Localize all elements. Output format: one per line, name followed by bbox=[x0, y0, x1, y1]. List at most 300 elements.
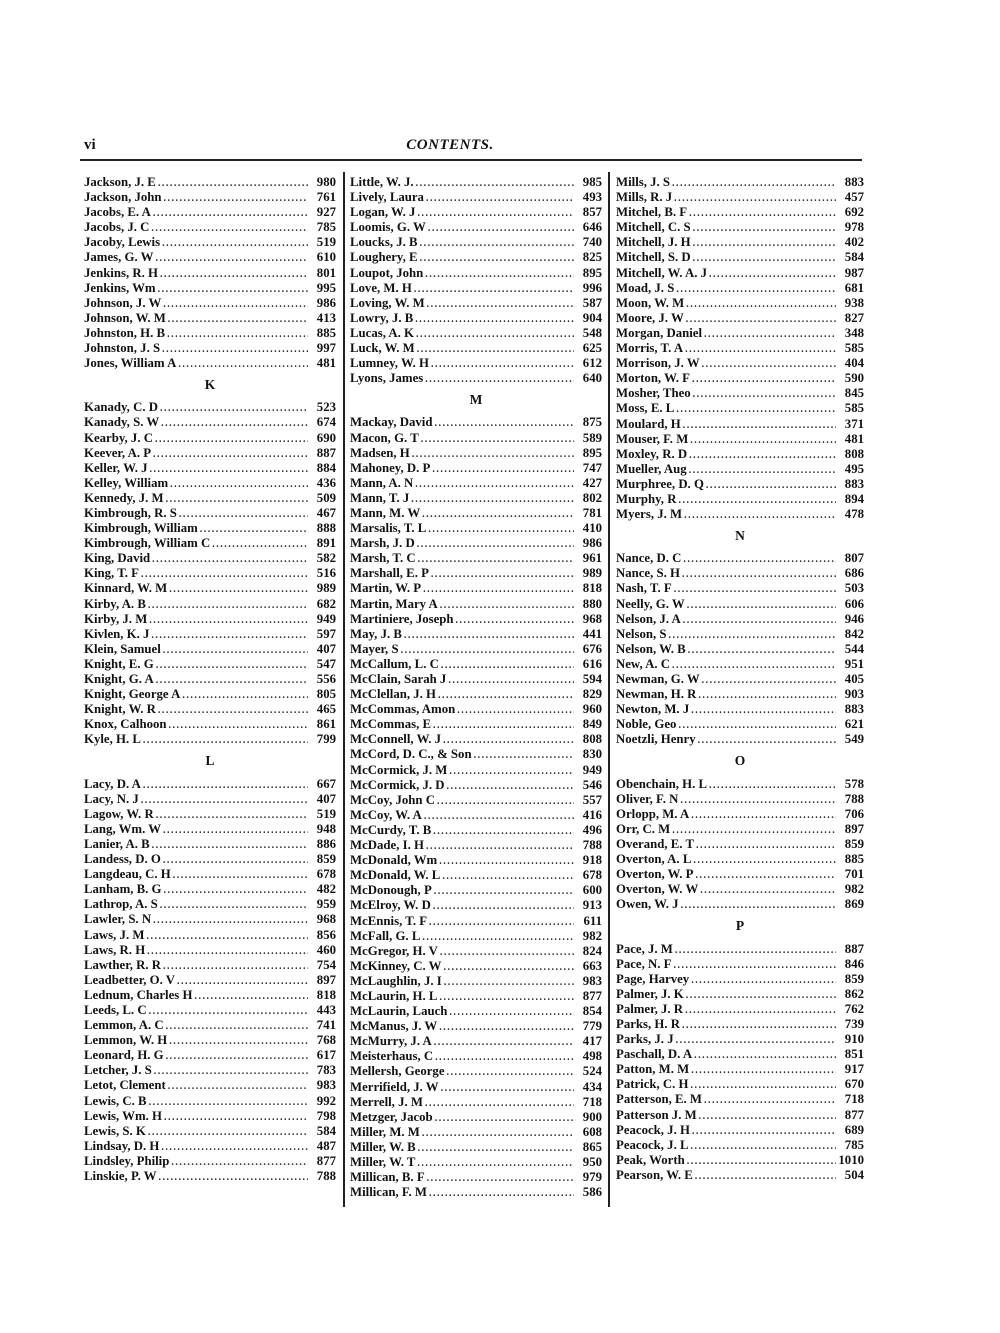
entry-name: Overton, A. L bbox=[616, 852, 692, 867]
index-entry bbox=[350, 808, 602, 823]
index-entry bbox=[84, 1018, 336, 1033]
entry-page-number: 859 bbox=[844, 971, 864, 986]
entry-name: Page, Harvey bbox=[616, 971, 690, 986]
entry-name: Lawler, S. N bbox=[84, 912, 152, 927]
entry-page-number: 407 bbox=[316, 641, 336, 656]
dot-leader bbox=[689, 1078, 836, 1092]
entry-name: Lacy, N. J bbox=[84, 791, 139, 806]
entry-name: Loving, W. M bbox=[350, 295, 425, 310]
entry-page-number: 895 bbox=[582, 265, 602, 280]
dot-leader bbox=[167, 1034, 308, 1048]
section-heading: M bbox=[469, 392, 483, 408]
entry-name: Loupot, John bbox=[350, 265, 424, 280]
entry-name: Jacobs, E. A bbox=[84, 205, 151, 220]
entry-page-number: 640 bbox=[582, 371, 602, 386]
entry-name: Mann, M. W bbox=[350, 505, 421, 520]
entry-page-number: 883 bbox=[844, 476, 864, 491]
dot-leader bbox=[169, 1155, 308, 1169]
dot-leader bbox=[420, 930, 574, 944]
entry-page-number: 747 bbox=[582, 460, 602, 475]
index-entry bbox=[350, 1155, 602, 1170]
entry-name: Linskie, P. W bbox=[84, 1169, 157, 1183]
entry-page-number: 946 bbox=[844, 611, 864, 626]
index-entry bbox=[84, 597, 336, 612]
entry-page-number: 498 bbox=[582, 1049, 602, 1064]
entry-page-number: 900 bbox=[582, 1109, 602, 1124]
index-entry bbox=[84, 356, 336, 371]
dot-leader bbox=[426, 221, 574, 235]
dot-leader bbox=[472, 748, 574, 762]
entry-name: McLaurin, Lauch bbox=[350, 1004, 448, 1019]
dot-leader bbox=[198, 522, 308, 536]
entry-name: Kanady, C. D bbox=[84, 400, 158, 415]
dot-leader bbox=[158, 898, 308, 912]
index-entry bbox=[616, 897, 864, 912]
entry-page-number: 805 bbox=[316, 687, 336, 702]
index-entry bbox=[616, 777, 864, 792]
index-entry bbox=[84, 807, 336, 822]
entry-page-number: 978 bbox=[844, 220, 864, 235]
entry-page-number: 995 bbox=[316, 280, 336, 295]
entry-name: McConnell, W. J bbox=[350, 732, 442, 747]
entry-name: Patterson, E. M bbox=[616, 1092, 703, 1107]
index-entry bbox=[616, 1123, 864, 1138]
entry-name: Nelson, S bbox=[616, 626, 667, 641]
index-entry bbox=[350, 898, 602, 913]
entry-page-number: 427 bbox=[582, 475, 602, 490]
section-heading: N bbox=[735, 528, 745, 544]
entry-page-number: 503 bbox=[844, 581, 864, 596]
index-entry bbox=[616, 190, 864, 205]
entry-name: Morrison, J. W bbox=[616, 356, 700, 371]
index-entry bbox=[350, 371, 602, 386]
index-entry bbox=[84, 943, 336, 958]
dot-leader bbox=[147, 1095, 308, 1109]
dot-leader bbox=[164, 1049, 308, 1063]
entry-page-number: 996 bbox=[582, 280, 602, 295]
dot-leader bbox=[694, 838, 836, 852]
index-entry bbox=[350, 235, 602, 250]
entry-name: Noble, Geo bbox=[616, 717, 677, 732]
dot-leader bbox=[670, 176, 836, 190]
dot-leader bbox=[149, 221, 308, 235]
entry-page-number: 585 bbox=[844, 341, 864, 356]
entry-name: Morton, W. F bbox=[616, 371, 690, 386]
dot-leader bbox=[167, 718, 309, 732]
index-entry bbox=[616, 957, 864, 972]
index-entry bbox=[350, 1110, 602, 1125]
dot-leader bbox=[430, 462, 574, 476]
index-entry bbox=[616, 852, 864, 867]
index-entry bbox=[616, 1002, 864, 1017]
entry-name: Lindsley, Philip bbox=[84, 1153, 170, 1168]
entry-name: Palmer, J. K bbox=[616, 986, 684, 1001]
entry-name: Lemmon, A. C bbox=[84, 1018, 164, 1033]
column-divider bbox=[608, 172, 610, 1207]
dot-leader bbox=[151, 913, 308, 927]
index-entry bbox=[350, 1080, 602, 1095]
entry-page-number: 578 bbox=[844, 776, 864, 791]
entry-name: New, A. C bbox=[616, 656, 671, 671]
dot-leader bbox=[161, 643, 308, 657]
entry-page-number: 989 bbox=[316, 581, 336, 596]
entry-name: Knox, Calhoon bbox=[84, 717, 167, 732]
dot-leader bbox=[691, 853, 836, 867]
entry-name: Luck, W. M bbox=[350, 341, 415, 356]
entry-page-number: 663 bbox=[582, 958, 602, 973]
dot-leader bbox=[153, 432, 308, 446]
index-entry bbox=[616, 1062, 864, 1077]
dot-leader bbox=[691, 236, 836, 250]
entry-name: McMurry, J. A bbox=[350, 1034, 432, 1049]
entry-page-number: 859 bbox=[316, 852, 336, 867]
entry-page-number: 762 bbox=[844, 1001, 864, 1016]
entry-name: Patrick, C. H bbox=[616, 1077, 689, 1092]
index-entry bbox=[616, 462, 864, 477]
dot-leader bbox=[674, 402, 836, 416]
entry-name: McCoy, W. A bbox=[350, 807, 422, 822]
dot-leader bbox=[432, 1035, 574, 1049]
entry-name: Lively, Laura bbox=[350, 190, 424, 205]
dot-leader bbox=[426, 522, 574, 536]
index-entry bbox=[84, 341, 336, 356]
entry-name: Owen, W. J bbox=[616, 897, 679, 912]
index-entry bbox=[84, 281, 336, 296]
entry-page-number: 405 bbox=[844, 672, 864, 686]
entry-name: Kimbrough, William C bbox=[84, 536, 211, 551]
index-entry bbox=[84, 175, 336, 190]
entry-page-number: 917 bbox=[844, 1062, 864, 1077]
entry-name: Kimbrough, R. S bbox=[84, 505, 177, 520]
entry-name: McLaughlin, J. I bbox=[350, 973, 442, 988]
entry-name: Keller, W. J bbox=[84, 460, 148, 475]
index-entry bbox=[350, 566, 602, 581]
entry-name: Murphree, D. Q bbox=[616, 476, 704, 491]
dot-leader bbox=[402, 628, 574, 642]
index-entry bbox=[84, 190, 336, 205]
entry-page-number: 982 bbox=[844, 882, 864, 897]
dot-leader bbox=[415, 206, 574, 220]
index-entry bbox=[616, 205, 864, 220]
index-entry bbox=[84, 1048, 336, 1063]
dot-leader bbox=[141, 778, 308, 792]
index-entry bbox=[84, 1169, 336, 1184]
dot-leader bbox=[424, 191, 574, 205]
entry-page-number: 913 bbox=[582, 898, 602, 913]
index-entry bbox=[616, 1168, 864, 1183]
index-entry bbox=[616, 492, 864, 507]
index-entry bbox=[84, 988, 336, 1003]
entry-name: McFall, G. L bbox=[350, 928, 421, 943]
entry-page-number: 859 bbox=[844, 836, 864, 851]
entry-page-number: 670 bbox=[844, 1077, 864, 1092]
dot-leader bbox=[684, 312, 836, 326]
index-entry bbox=[350, 959, 602, 974]
dot-leader bbox=[679, 898, 836, 912]
dot-leader bbox=[686, 643, 836, 657]
index-entry bbox=[616, 882, 864, 897]
dot-leader bbox=[414, 176, 574, 190]
entry-page-number: 827 bbox=[844, 310, 864, 325]
dot-leader bbox=[691, 221, 836, 235]
entry-page-number: 781 bbox=[582, 505, 602, 520]
entry-name: Knight, E. G bbox=[84, 656, 154, 671]
entry-name: Martiniere, Joseph bbox=[350, 611, 454, 626]
index-entry bbox=[84, 461, 336, 476]
dot-leader bbox=[167, 582, 308, 596]
index-entry bbox=[84, 912, 336, 927]
entry-page-number: 594 bbox=[582, 672, 602, 686]
entry-page-number: 785 bbox=[316, 220, 336, 235]
index-entry bbox=[84, 326, 336, 341]
index-entry bbox=[350, 883, 602, 898]
entry-name: Moon, W. M bbox=[616, 295, 685, 310]
dot-leader bbox=[413, 477, 574, 491]
entry-name: Kearby, J. C bbox=[84, 430, 153, 445]
dot-leader bbox=[682, 508, 836, 522]
entry-name: Lagow, W. R bbox=[84, 806, 154, 821]
entry-page-number: 701 bbox=[844, 867, 864, 882]
dot-leader bbox=[683, 1003, 836, 1017]
dot-leader bbox=[687, 206, 836, 220]
index-entry bbox=[84, 521, 336, 536]
entry-name: Moad, J. S bbox=[616, 280, 675, 295]
index-entry bbox=[616, 657, 864, 672]
entry-name: Jackson, John bbox=[84, 190, 162, 205]
dot-leader bbox=[154, 673, 308, 687]
index-entry bbox=[350, 1140, 602, 1155]
entry-name: McCurdy, T. B bbox=[350, 822, 432, 837]
entry-page-number: 481 bbox=[316, 356, 336, 371]
entry-page-number: 808 bbox=[582, 732, 602, 747]
entry-page-number: 960 bbox=[582, 702, 602, 717]
section-heading: K bbox=[204, 377, 216, 393]
entry-name: Nelson, W. B bbox=[616, 641, 686, 656]
entry-name: Orr, C. M bbox=[616, 821, 671, 836]
index-entry bbox=[84, 837, 336, 852]
entry-page-number: 877 bbox=[582, 988, 602, 1003]
entry-name: Lathrop, A. S bbox=[84, 897, 158, 912]
dot-leader bbox=[690, 372, 836, 386]
entry-page-number: 849 bbox=[582, 717, 602, 732]
entry-page-number: 807 bbox=[844, 551, 864, 566]
entry-page-number: 681 bbox=[844, 280, 864, 295]
dot-leader bbox=[421, 582, 574, 596]
entry-page-number: 493 bbox=[582, 190, 602, 205]
index-entry bbox=[84, 642, 336, 657]
entry-page-number: 983 bbox=[316, 1078, 336, 1093]
index-entry bbox=[84, 220, 336, 235]
dot-leader bbox=[161, 297, 308, 311]
dot-leader bbox=[148, 462, 308, 476]
dot-leader bbox=[175, 974, 308, 988]
entry-name: Langdeau, C. H bbox=[84, 867, 171, 882]
index-entry bbox=[350, 657, 602, 672]
index-entry bbox=[84, 296, 336, 311]
entry-name: McDonough, P bbox=[350, 883, 432, 898]
index-entry bbox=[616, 732, 864, 747]
dot-leader bbox=[684, 297, 836, 311]
entry-page-number: 590 bbox=[844, 371, 864, 386]
dot-leader bbox=[427, 1186, 574, 1200]
entry-page-number: 678 bbox=[316, 867, 336, 882]
index-entry bbox=[84, 777, 336, 792]
dot-leader bbox=[438, 945, 574, 959]
dot-leader bbox=[671, 958, 836, 972]
entry-page-number: 857 bbox=[582, 205, 602, 220]
index-entry bbox=[84, 581, 336, 596]
entry-page-number: 877 bbox=[844, 1107, 864, 1122]
index-entry bbox=[350, 1125, 602, 1140]
entry-name: Loucks, J. B bbox=[350, 235, 418, 250]
entry-page-number: 667 bbox=[316, 776, 336, 791]
entry-page-number: 865 bbox=[582, 1139, 602, 1154]
entry-name: Patton, M. M bbox=[616, 1062, 690, 1077]
entry-page-number: 903 bbox=[844, 687, 864, 702]
entry-page-number: 548 bbox=[582, 325, 602, 340]
index-entry bbox=[84, 897, 336, 912]
entry-name: McDade, I. H bbox=[350, 838, 424, 853]
entry-name: Knight, G. A bbox=[84, 672, 154, 686]
entry-page-number: 549 bbox=[844, 732, 864, 747]
entry-name: Merrifield, J. W bbox=[350, 1079, 439, 1094]
column-divider bbox=[343, 172, 345, 1207]
entry-page-number: 856 bbox=[316, 927, 336, 942]
index-entry bbox=[84, 415, 336, 430]
dot-leader bbox=[416, 552, 574, 566]
dot-leader bbox=[454, 613, 574, 627]
entry-page-number: 557 bbox=[582, 792, 602, 807]
index-entry bbox=[350, 702, 602, 717]
dot-leader bbox=[684, 988, 836, 1002]
index-entry bbox=[350, 341, 602, 356]
page-number: vi bbox=[84, 137, 96, 153]
index-entry bbox=[84, 657, 336, 672]
entry-name: Palmer, J. R bbox=[616, 1001, 684, 1016]
dot-leader bbox=[698, 883, 836, 897]
entry-page-number: 997 bbox=[316, 341, 336, 356]
index-entry bbox=[84, 446, 336, 461]
entry-name: Kirby, J. M bbox=[84, 611, 148, 626]
entry-name: Nash, T. F bbox=[616, 581, 672, 596]
entry-page-number: 877 bbox=[316, 1153, 336, 1168]
entry-page-number: 949 bbox=[316, 611, 336, 626]
dot-leader bbox=[680, 1018, 836, 1032]
dot-leader bbox=[150, 552, 308, 566]
entry-page-number: 968 bbox=[316, 912, 336, 927]
entry-name: Marshall, E. P bbox=[350, 566, 429, 581]
entry-page-number: 676 bbox=[582, 641, 602, 656]
index-entry bbox=[84, 928, 336, 943]
index-entry bbox=[84, 1003, 336, 1018]
entry-page-number: 783 bbox=[316, 1063, 336, 1078]
index-entry bbox=[84, 717, 336, 732]
index-entry bbox=[616, 266, 864, 281]
dot-leader bbox=[161, 853, 308, 867]
index-entry bbox=[84, 732, 336, 747]
dot-leader bbox=[418, 251, 574, 265]
entry-page-number: 845 bbox=[844, 386, 864, 401]
entry-name: Overton, W. W bbox=[616, 882, 699, 897]
entry-name: Martin, Mary A bbox=[350, 596, 438, 611]
dot-leader bbox=[704, 478, 836, 492]
dot-leader bbox=[433, 1111, 574, 1125]
index-entry bbox=[616, 972, 864, 987]
entry-name: Mitchell, S. D bbox=[616, 250, 691, 265]
entry-name: Patterson J. M bbox=[616, 1107, 697, 1122]
dot-leader bbox=[166, 312, 308, 326]
entry-page-number: 951 bbox=[844, 656, 864, 671]
dot-leader bbox=[415, 1156, 574, 1170]
dot-leader bbox=[429, 357, 574, 371]
running-title: CONTENTS. bbox=[406, 137, 494, 153]
entry-page-number: 495 bbox=[844, 461, 864, 476]
entry-page-number: 968 bbox=[582, 611, 602, 626]
dot-leader bbox=[445, 779, 574, 793]
dot-leader bbox=[162, 883, 308, 897]
index-entry bbox=[350, 627, 602, 642]
entry-name: Leadbetter, O. V bbox=[84, 972, 175, 987]
index-entry bbox=[350, 1170, 602, 1185]
entry-name: Mahoney, D. P bbox=[350, 460, 431, 475]
entry-name: Lewis, Wm. H bbox=[84, 1108, 162, 1123]
index-entry bbox=[84, 476, 336, 491]
entry-page-number: 718 bbox=[582, 1094, 602, 1109]
dot-leader bbox=[156, 703, 308, 717]
dot-leader bbox=[674, 282, 836, 296]
index-entry bbox=[350, 914, 602, 929]
index-entry bbox=[350, 551, 602, 566]
entry-page-number: 927 bbox=[316, 205, 336, 220]
index-entry bbox=[616, 220, 864, 235]
entry-name: Paschall, D. A bbox=[616, 1047, 693, 1062]
index-entry bbox=[616, 581, 864, 596]
index-entry bbox=[616, 1108, 864, 1123]
index-entry bbox=[350, 974, 602, 989]
entry-page-number: 985 bbox=[582, 175, 602, 189]
entry-name: Jacobs, J. C bbox=[84, 220, 150, 235]
index-entry bbox=[84, 266, 336, 281]
entry-name: Newton, M. J bbox=[616, 702, 690, 717]
entry-name: Johnson, J. W bbox=[84, 295, 162, 310]
dot-leader bbox=[139, 793, 308, 807]
entry-name: Noetzli, Henry bbox=[616, 732, 696, 747]
index-entry bbox=[616, 371, 864, 386]
entry-name: Marsalis, T. L bbox=[350, 521, 427, 536]
dot-leader bbox=[670, 823, 836, 837]
entry-name: Parks, H. R bbox=[616, 1016, 680, 1031]
dot-leader bbox=[702, 327, 836, 341]
entry-name: Lindsay, D. H bbox=[84, 1138, 160, 1153]
dot-leader bbox=[685, 598, 836, 612]
index-entry bbox=[350, 281, 602, 296]
entry-page-number: 523 bbox=[316, 400, 336, 415]
dot-leader bbox=[700, 673, 836, 687]
index-entry bbox=[350, 1064, 602, 1079]
dot-leader bbox=[399, 643, 574, 657]
dot-leader bbox=[442, 975, 574, 989]
index-entry bbox=[616, 792, 864, 807]
entry-page-number: 761 bbox=[316, 190, 336, 205]
entry-page-number: 348 bbox=[844, 325, 864, 340]
dot-leader bbox=[139, 567, 308, 581]
entry-name: Kimbrough, William bbox=[84, 521, 198, 536]
index-entry bbox=[350, 536, 602, 551]
dot-leader bbox=[429, 567, 574, 581]
entry-name: McCommas, Amon bbox=[350, 702, 456, 717]
entry-name: Moss, E. L bbox=[616, 401, 675, 416]
entry-page-number: 587 bbox=[582, 295, 602, 310]
